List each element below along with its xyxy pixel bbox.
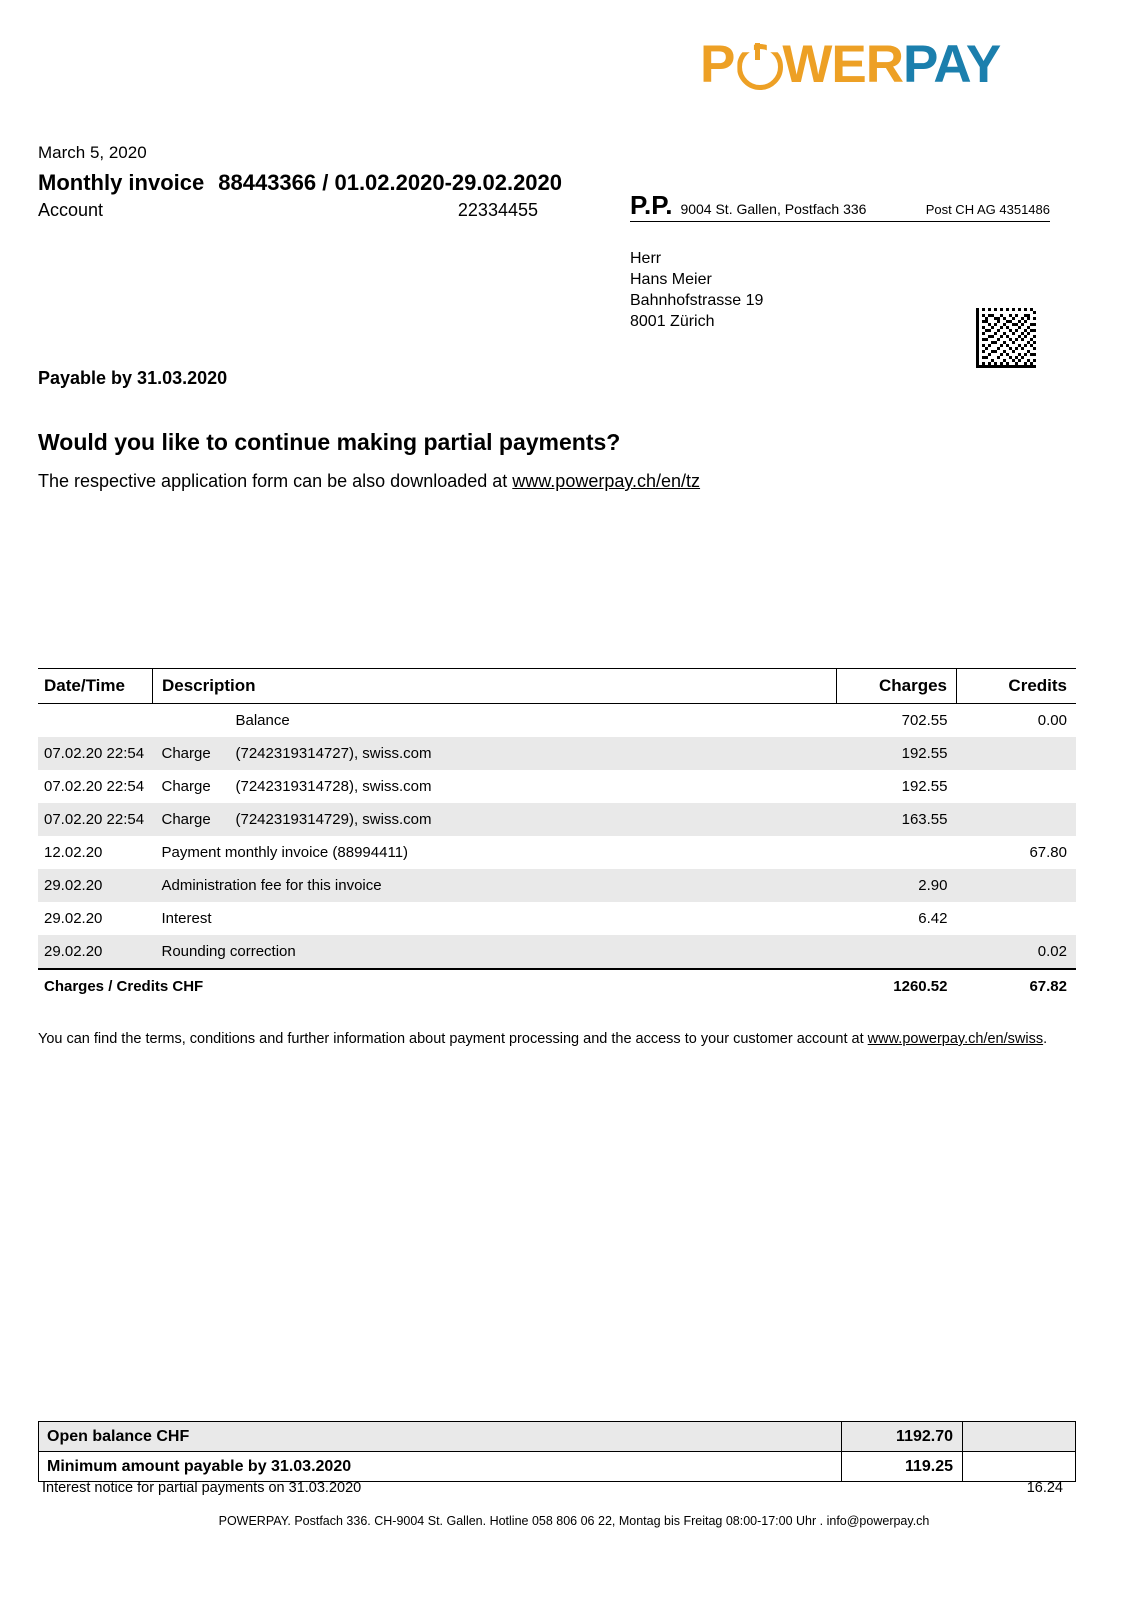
application-form-line	[38, 471, 700, 492]
cell-detail: (7242319314727), swiss.com	[235, 745, 432, 762]
document-date: March 5, 2020	[38, 143, 147, 162]
cell-date: 12.02.20	[44, 844, 103, 861]
recipient-city: 8001 Zürich	[630, 313, 715, 330]
cell-description	[153, 803, 837, 836]
postal-divider	[630, 221, 1050, 222]
postal-block	[630, 192, 1050, 222]
invoice-label: Monthly invoice	[38, 170, 205, 195]
table-row	[38, 869, 1076, 902]
column-header-charges: Charges	[837, 669, 957, 704]
cell-date: 07.02.20 22:54	[44, 778, 145, 795]
table-row	[38, 803, 1076, 836]
pp-city: 9004 St. Gallen, Postfach 336	[680, 201, 867, 217]
cell-detail: Administration fee for this invoice	[161, 877, 382, 894]
transactions-table	[38, 668, 1076, 1003]
cell-credits	[957, 803, 1077, 836]
powerpay-tz-link[interactable]: www.powerpay.ch/en/tz	[512, 471, 701, 491]
pp-mark: P.P.	[630, 190, 673, 220]
table-row	[38, 737, 1076, 770]
open-balance-empty	[963, 1422, 1076, 1452]
minimum-amount-value: 119.25	[842, 1452, 963, 1482]
cell-detail: Payment monthly invoice (88994411)	[161, 844, 409, 861]
cell-date	[38, 704, 153, 738]
cell-charges	[837, 935, 957, 969]
table-body	[38, 704, 1076, 1004]
minimum-amount-row	[39, 1452, 1076, 1482]
cell-kind: Charge	[161, 811, 211, 828]
cell-description	[153, 836, 837, 869]
application-form-text: The respective application form can be also downloaded at	[38, 471, 513, 491]
account-label: Account	[38, 200, 104, 220]
cell-date: 29.02.20	[38, 869, 153, 902]
partial-payments-heading: Would you like to continue making partial payments?	[38, 429, 621, 455]
cell-charges: 6.42	[918, 910, 948, 927]
cell-kind: Charge	[161, 745, 211, 762]
cell-description	[153, 704, 837, 738]
cell-charges: 2.90	[837, 869, 957, 902]
summary-box	[38, 1421, 1076, 1482]
cell-description	[153, 770, 837, 803]
recipient-address	[630, 248, 763, 332]
cell-credits: 67.80	[1029, 844, 1067, 861]
cell-credits	[957, 737, 1077, 770]
logo-text-power-wer: WER	[782, 35, 904, 94]
table-totals-row	[38, 969, 1076, 1003]
powerpay-logo	[700, 35, 1001, 94]
post-reference: Post CH AG 4351486	[925, 202, 1050, 217]
cell-description	[153, 935, 837, 969]
column-header-credits: Credits	[957, 669, 1077, 704]
table-header	[38, 669, 1076, 704]
column-header-date: Date/Time	[38, 669, 153, 704]
column-header-description: Description	[153, 669, 837, 704]
cell-charges	[837, 836, 957, 869]
table-row	[38, 836, 1076, 869]
logo-text-pay: PAY	[903, 35, 1001, 94]
cell-description	[153, 737, 837, 770]
totals-label: Charges / Credits CHF	[38, 969, 837, 1003]
cell-date: 07.02.20 22:54	[38, 803, 153, 836]
terms-paragraph	[38, 1029, 1076, 1049]
cell-credits	[957, 902, 1077, 935]
cell-credits	[957, 770, 1077, 803]
account-row	[38, 200, 538, 221]
payable-by-notice: Payable by 31.03.2020	[38, 368, 228, 388]
totals-credits: 67.82	[957, 969, 1077, 1003]
recipient-salutation: Herr	[630, 250, 662, 267]
terms-text-end: .	[1043, 1031, 1048, 1047]
terms-text: You can find the terms, conditions and further information about payment processing and the access to your customer account at	[38, 1031, 868, 1047]
cell-credits	[957, 869, 1077, 902]
table-row	[38, 902, 1076, 935]
cell-date: 29.02.20	[44, 910, 103, 927]
cell-detail: (7242319314728), swiss.com	[235, 778, 432, 795]
powerpay-swiss-link[interactable]: www.powerpay.ch/en/swiss	[867, 1031, 1044, 1047]
open-balance-label: Open balance CHF	[39, 1422, 842, 1452]
logo-text-power-p: P	[700, 35, 735, 94]
table-row	[38, 704, 1076, 738]
table-row	[38, 770, 1076, 803]
cell-charges: 702.55	[901, 712, 948, 729]
table-row	[38, 935, 1076, 969]
interest-notice-row	[42, 1480, 1072, 1496]
cell-kind: Charge	[161, 778, 211, 795]
cell-detail: Balance	[235, 712, 290, 729]
cell-charges: 192.55	[901, 778, 948, 795]
recipient-street: Bahnhofstrasse 19	[630, 292, 764, 309]
data-matrix-code	[976, 308, 1036, 368]
table-header-row	[38, 669, 1076, 704]
minimum-amount-empty	[963, 1452, 1076, 1482]
cell-detail: Interest	[161, 910, 212, 927]
invoice-number-period: 88443366 / 01.02.2020-29.02.2020	[218, 170, 563, 195]
invoice-title-line	[38, 170, 562, 196]
interest-notice-value: 16.24	[1026, 1480, 1063, 1496]
cell-credits: 0.00	[1037, 712, 1067, 729]
cell-credits: 0.02	[957, 935, 1077, 969]
cell-description	[153, 902, 837, 935]
cell-date: 07.02.20 22:54	[38, 737, 153, 770]
power-symbol-icon	[735, 42, 781, 88]
account-number: 22334455	[457, 200, 538, 220]
minimum-amount-label: Minimum amount payable by 31.03.2020	[39, 1452, 842, 1482]
cell-charges: 192.55	[837, 737, 957, 770]
cell-detail: (7242319314729), swiss.com	[235, 811, 432, 828]
interest-notice-label: Interest notice for partial payments on 31.03.2020	[42, 1480, 362, 1496]
cell-description	[153, 869, 837, 902]
page-footer: POWERPAY. Postfach 336. CH-9004 St. Gallen. Hotline 058 806 06 22, Montag bis Freitag 08:00-17:00 Uhr . info@powerpay.ch	[218, 1514, 930, 1528]
open-balance-value: 1192.70	[842, 1422, 963, 1452]
cell-charges: 163.55	[837, 803, 957, 836]
cell-detail: Rounding correction	[161, 943, 296, 960]
cell-date: 29.02.20	[38, 935, 153, 969]
open-balance-row	[39, 1422, 1076, 1452]
totals-charges: 1260.52	[837, 969, 957, 1003]
recipient-name: Hans Meier	[630, 271, 712, 288]
